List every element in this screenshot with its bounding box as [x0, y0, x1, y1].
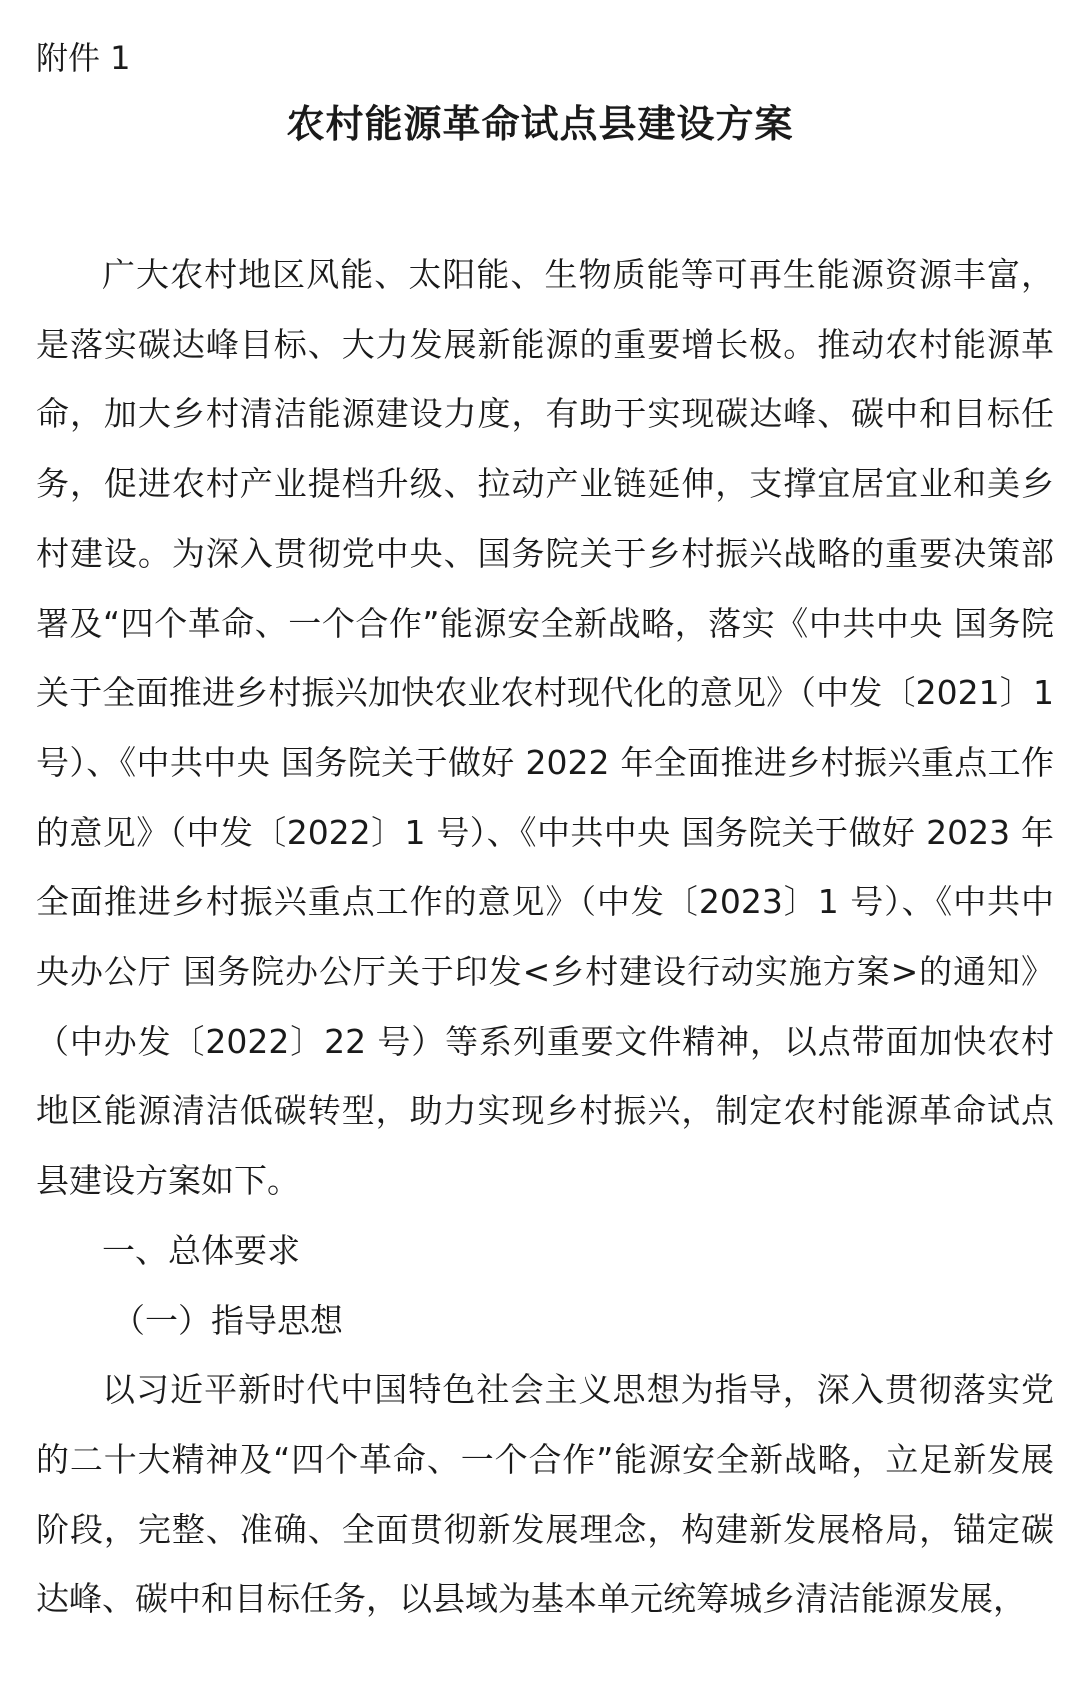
intro-paragraph: 广大农村地区风能、太阳能、生物质能等可再生能源资源丰富，是落实碳达峰目标、大力发展新能源的重要增长极。推动农村能源革命，加大乡村清洁能源建设力度，有助于实现碳达峰、碳中和目标任务，促进农村产业提档升级、拉动产业链延伸，支撑宜居宜业和美乡村建设。为深入贯彻党中央、国务院关于乡村振兴战略的重要决策部署及“四个革命、一个合作”能源安全新战略，落实《中共中央 国务院关于全面推进乡村振兴加快农业农村现代化的意见》（中发〔2021〕1 号）、《中共中央 国务院关于做好 2022 年全面推进乡村振兴重点工作的意见》（中发〔2022〕1 号）、《中共中央 国务院关于做好 2023 年全面推进乡村振兴重点工作的意见》（中发〔2023〕1 号）、《中共中央办公厅 国务院办公厅关于印发<乡村建设行动实施方案>的通知》（中办发〔2022〕22 号）等系列重要文件精神，以点带面加快农村地区能源清洁低碳转型，助力实现乡村振兴，制定农村能源革命试点县建设方案如下。 [36, 255, 1054, 1201]
attachment-label: 附件 1 [36, 39, 131, 77]
guiding-ideology-paragraph: 以习近平新时代中国特色社会主义思想为指导，深入贯彻落实党的二十大精神及“四个革命、一个合作”能源安全新战略，立足新发展阶段，完整、准确、全面贯彻新发展理念，构建新发展格局，锚定碳达峰、碳中和目标任务，以县域为基本单元统筹城乡清洁能源发展， [36, 1370, 1054, 1619]
document-title: 农村能源革命试点县建设方案 [286, 101, 794, 146]
section-heading-general-requirements: 一、总体要求 [102, 1230, 300, 1270]
document-body [36, 240, 1054, 1634]
subsection-heading-guiding-ideology: （一）指导思想 [112, 1300, 343, 1340]
